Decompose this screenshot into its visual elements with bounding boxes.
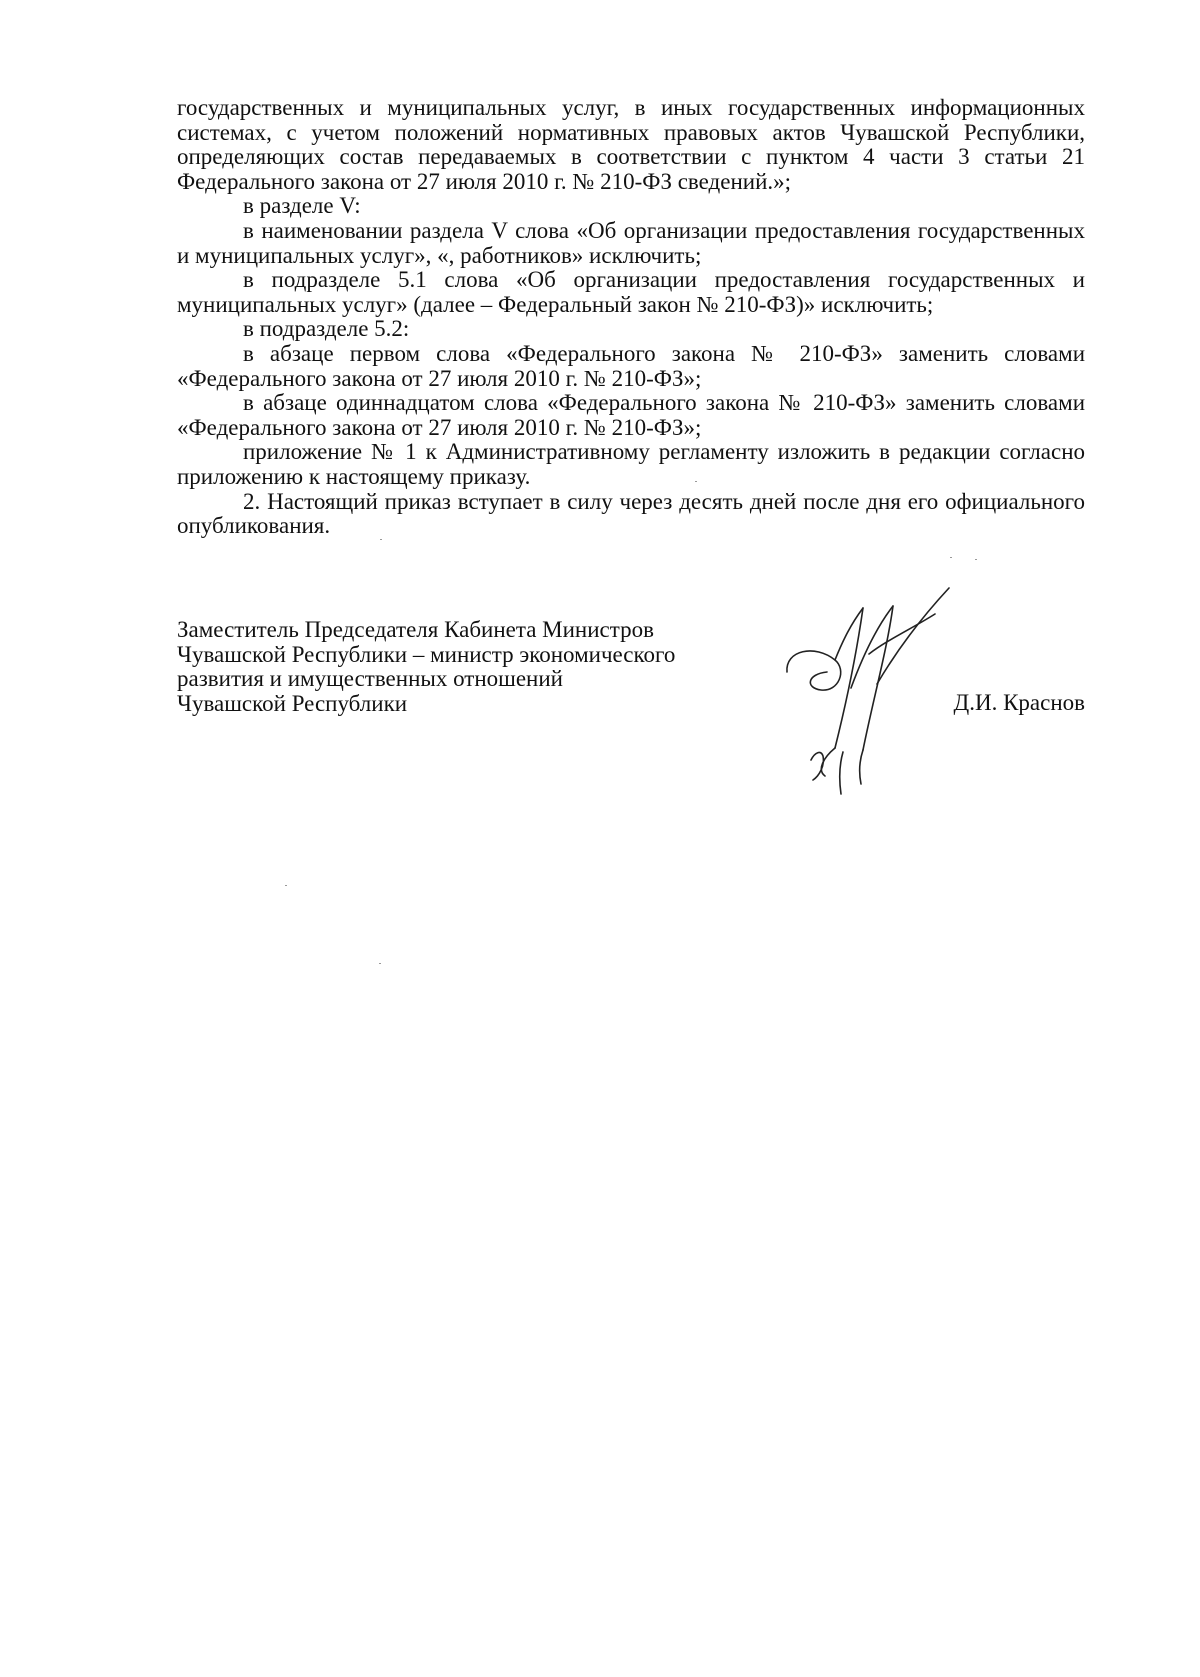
signature-block — [177, 618, 1085, 798]
paragraph-subsection-5-1: в подразделе 5.1 слова «Об организации предоставления государственных и муниципальных услуг» (далее – Федеральный закон № 210-ФЗ)» исключить; — [177, 267, 1085, 317]
scan-speck — [379, 963, 381, 964]
paragraph-section-v: в разделе V: — [243, 193, 361, 219]
scan-speck — [950, 557, 952, 558]
signer-title-line: Заместитель Председателя Кабинета Министров — [177, 617, 654, 642]
paragraph-continuation: государственных и муниципальных услуг, в иных государственных информационных системах, с учетом положений нормативных правовых актов Чувашской Республики, определяющих состав передаваемых в соответствии с пунктом 4 части 3 статьи 21 Федерального закона от 27 июля 2010 г. № 210-ФЗ сведений.»; — [177, 95, 1085, 194]
paragraph-appendix: приложение № 1 к Административному регламенту изложить в редакции согласно приложению к настоящему приказу. — [177, 439, 1085, 489]
signer-title-line: развития и имущественных отношений — [177, 666, 563, 692]
signer-title — [177, 618, 737, 716]
signer-title-line: Чувашской Республики — [177, 690, 408, 716]
paragraph-first-abzac: в абзаце первом слова «Федерального закона № 210-ФЗ» заменить словами «Федерального закона от 27 июля 2010 г. № 210-ФЗ»; — [177, 340, 1085, 391]
handwritten-signature-icon — [777, 580, 977, 800]
paragraph-effective-date: 2. Настоящий приказ вступает в силу через десять дней после дня его официального опубликования. — [177, 488, 1085, 539]
scan-speck — [285, 885, 287, 886]
signer-name: Д.И. Краснов — [953, 690, 1085, 715]
scan-speck — [380, 539, 382, 540]
signer-title-line: Чувашской Республики – министр экономического — [177, 641, 676, 667]
paragraph-subsection-5-2: в подразделе 5.2: — [243, 316, 410, 342]
document-body — [177, 96, 1085, 539]
paragraph-eleventh-abzac: в абзаце одиннадцатом слова «Федерального закона № 210-ФЗ» заменить словами «Федерального закона от 27 июля 2010 г. № 210-ФЗ»; — [177, 390, 1085, 440]
scan-speck — [975, 559, 977, 560]
scan-speck — [695, 481, 697, 482]
paragraph-section-v-title: в наименовании раздела V слова «Об организации предоставления государственных и муниципальных услуг», «, работников» исключить; — [177, 217, 1085, 268]
